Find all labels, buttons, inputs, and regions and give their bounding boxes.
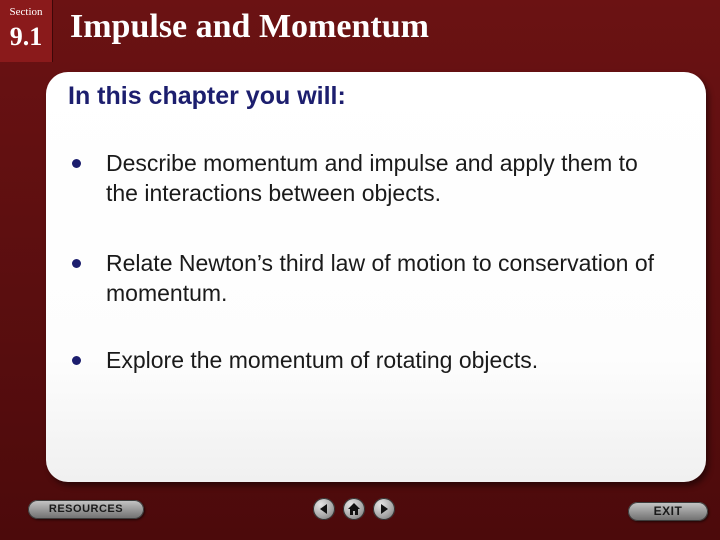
bullet-icon [72,259,81,268]
list-item-text: Relate Newton’s third law of motion to conservation of momentum. [106,250,655,306]
objectives-list [72,148,672,415]
home-button[interactable] [343,498,365,520]
resources-button[interactable]: RESOURCES [28,500,144,519]
previous-arrow-icon [318,503,330,515]
slide-title: Impulse and Momentum [70,8,429,45]
exit-button[interactable]: EXIT [628,502,708,521]
section-number: 9.1 [9,22,43,51]
navigation-controls [313,498,395,520]
bullet-icon [72,356,81,365]
section-label: Section [9,6,43,18]
home-icon [347,502,361,516]
list-item-text: Describe momentum and impulse and apply them to the interactions between objects. [106,150,638,206]
next-button[interactable] [373,498,395,520]
bullet-icon [72,159,81,168]
list-item [72,148,672,208]
list-item-text: Explore the momentum of rotating objects. [106,347,539,373]
list-item [72,345,672,375]
section-badge [0,0,53,62]
previous-button[interactable] [313,498,335,520]
list-item [72,248,672,308]
panel-heading: In this chapter you will: [68,82,346,110]
next-arrow-icon [378,503,390,515]
